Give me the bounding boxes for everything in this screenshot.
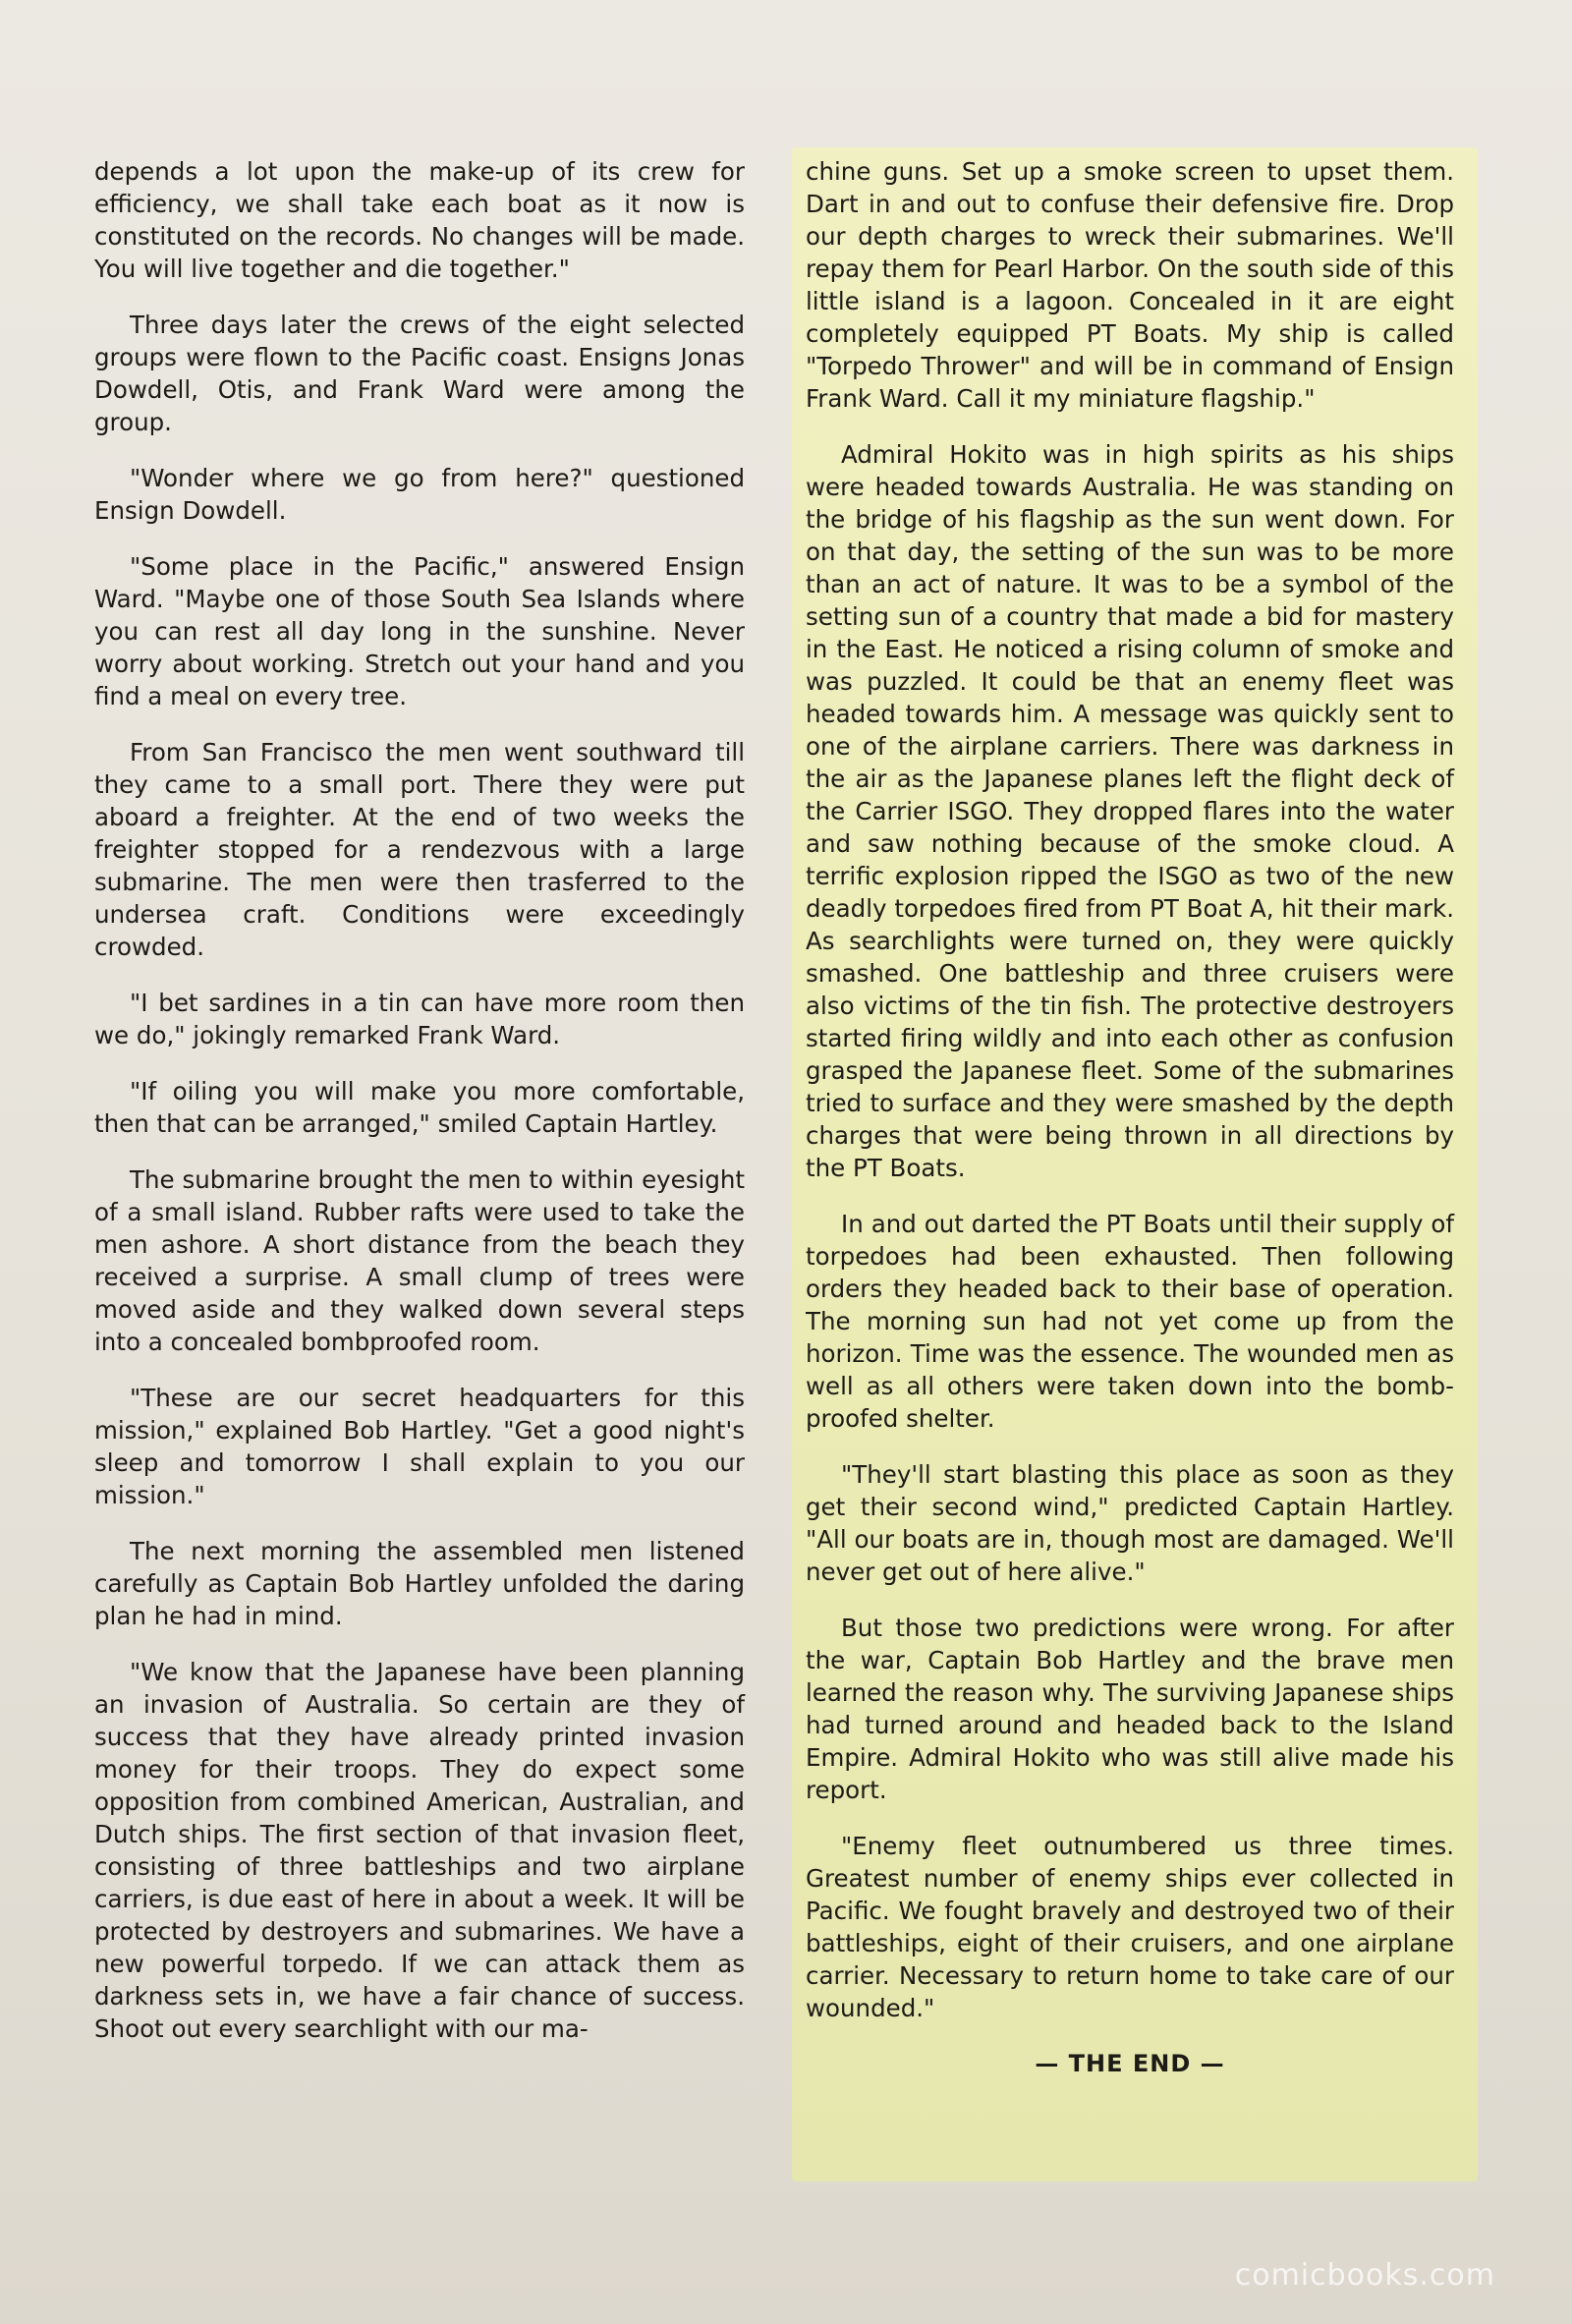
right-text-column: [806, 155, 1454, 2080]
paragraph: Admiral Hokito was in high spirits as his ships were headed towards Australia. He was standing on the bridge of his flagship as the sun went down. For on that day, the setting of the sun was to be more than an act of nature. It was to be a symbol of the setting sun of a country that made a bid for mastery in the East. He noticed a rising column of smoke and was puzzled. It could be that an enemy fleet was headed towards him. A message was quickly sent to one of the airplane carriers. There was darkness in the air as the Japanese planes left the flight deck of the Carrier ISGO. They dropped flares into the water and saw nothing because of the smoke cloud. A terrific explosion ripped the ISGO as two of the new deadly torpedoes fired from PT Boat A, hit their mark. As searchlights were turned on, they were quickly smashed. One battleship and three cruisers were also victims of the tin fish. The protective destroyers started firing wildly and into each other as confusion grasped the Japanese fleet. Some of the submarines tried to surface and they were smashed by the depth charges that were being thrown in all directions by the PT Boats.: [806, 440, 1454, 1182]
paragraph: "Some place in the Pacific," answered Ensign Ward. "Maybe one of those South Sea Islands where you can rest all day long in the sunshine. Never worry about working. Stretch out your hand and you find a meal on every tree.: [94, 552, 745, 710]
paragraph: Three days later the crews of the eight selected groups were flown to the Pacific coast. Ensigns Jonas Dowdell, Otis, and Frank Ward were among the group.: [94, 311, 745, 436]
paragraph: But those two predictions were wrong. For after the war, Captain Bob Hartley and the brave men learned the reason why. The surviving Japanese ships had turned around and headed back to the Island Empire. Admiral Hokito who was still alive made his report.: [806, 1614, 1454, 1804]
paragraph: "If oiling you will make you more comfortable, then that can be arranged," smiled Captain Hartley.: [94, 1077, 745, 1138]
paragraph: depends a lot upon the make-up of its crew for efficiency, we shall take each boat as it now is constituted on the records. No changes will be made. You will live together and die together.": [94, 157, 745, 283]
paragraph: chine guns. Set up a smoke screen to upset them. Dart in and out to confuse their defensive fire. Drop our depth charges to wreck their submarines. We'll repay them for Pearl Harbor. On the south side of this little island is a lagoon. Concealed in it are eight completely equipped PT Boats. My ship is called "Torpedo Thrower" and will be in command of Ensign Frank Ward. Call it my miniature flagship.": [806, 157, 1454, 413]
paragraph: "Wonder where we go from here?" questioned Ensign Dowdell.: [94, 464, 745, 525]
paragraph: The submarine brought the men to within eyesight of a small island. Rubber rafts were used to take the men ashore. A short distance from the beach they received a surprise. A small clump of trees were moved aside and they walked down several steps into a concealed bombproofed room.: [94, 1165, 745, 1356]
paragraph: "Enemy fleet outnumbered us three times. Greatest number of enemy ships ever collected in Pacific. We fought bravely and destroyed two of their battleships, eight of their cruisers, and one airplane carrier. Necessary to return home to take care of our wounded.": [806, 1832, 1454, 2022]
watermark: comicbooks.com: [1234, 2258, 1495, 2293]
paragraph: "These are our secret headquarters for this mission," explained Bob Hartley. "Get a good night's sleep and tomorrow I shall explain to you our mission.": [94, 1384, 745, 1509]
paragraph: "We know that the Japanese have been planning an invasion of Australia. So certain are they of success that they have already printed invasion money for their troops. They do expect some opposition from combined American, Australian, and Dutch ships. The first section of that invasion fleet, consisting of three battleships and two airplane carriers, is due east of here in about a week. It will be protected by destroyers and submarines. We have a new powerful torpedo. If we can attack them as darkness sets in, we have a fair chance of success. Shoot out every searchlight with our ma-: [94, 1658, 745, 2043]
left-text-column: [94, 155, 745, 2069]
paragraph: In and out darted the PT Boats until their supply of torpedoes had been exhausted. Then following orders they headed back to their base of operation. The morning sun had not yet come up from the horizon. Time was the essence. The wounded men as well as all others were taken down into the bomb-proofed shelter.: [806, 1210, 1454, 1433]
paragraph: The next morning the assembled men listened carefully as Captain Bob Hartley unfolded the daring plan he had in mind.: [94, 1537, 745, 1630]
paragraph: From San Francisco the men went southward till they came to a small port. There they were put aboard a freighter. At the end of two weeks the freighter stopped for a rendezvous with a large submarine. The men were then trasferred to the undersea craft. Conditions were exceedingly crowded.: [94, 738, 745, 961]
paragraph: "They'll start blasting this place as soon as they get their second wind," predicted Captain Hartley. "All our boats are in, though most are damaged. We'll never get out of here alive.": [806, 1460, 1454, 1586]
paragraph: "I bet sardines in a tin can have more room then we do," jokingly remarked Frank Ward.: [94, 989, 745, 1049]
the-end-label: — THE END —: [1035, 2050, 1225, 2077]
